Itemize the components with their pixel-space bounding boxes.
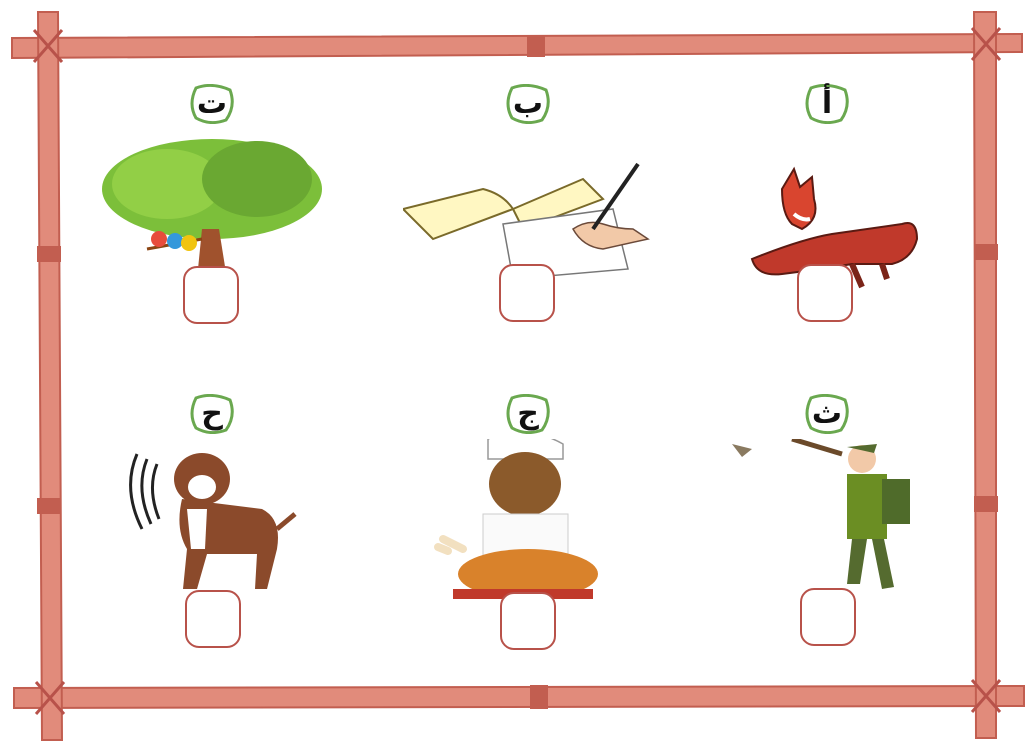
answer-box[interactable]: [185, 590, 241, 648]
card-boy: [403, 394, 653, 664]
card-book: [403, 84, 653, 354]
dog-barking-icon: [87, 439, 337, 599]
answer-box[interactable]: [797, 264, 853, 322]
answer-box[interactable]: [499, 264, 555, 322]
card-hunter: [702, 394, 952, 664]
card-tree: [87, 84, 337, 354]
letter-badge: ح: [190, 394, 234, 434]
card-dog: [87, 394, 337, 664]
letter-badge: أ: [805, 84, 849, 124]
letter-badge: ت: [190, 84, 234, 124]
answer-box[interactable]: [183, 266, 239, 324]
letter-badge: ب: [506, 84, 550, 124]
card-fox: [702, 84, 952, 354]
hunter-icon: [702, 439, 952, 599]
letter-badge: ث: [805, 394, 849, 434]
letter-badge: ج: [506, 394, 550, 434]
answer-box[interactable]: [500, 592, 556, 650]
boy-eating-icon: [403, 439, 653, 599]
tree-birds-icon: [87, 129, 337, 289]
answer-box[interactable]: [800, 588, 856, 646]
